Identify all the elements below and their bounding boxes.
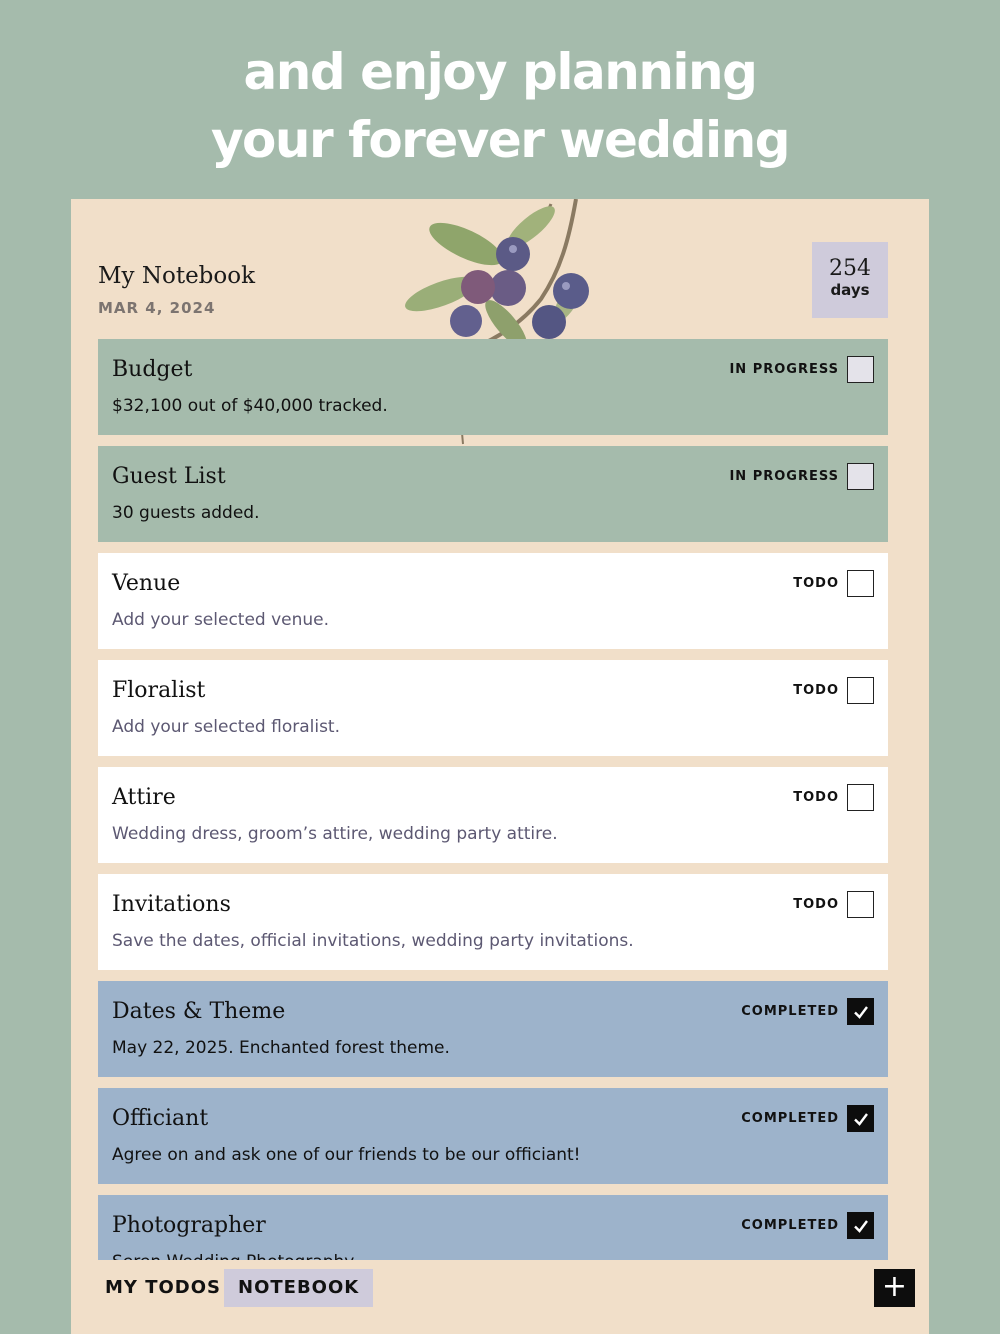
- status-label: TODO: [793, 683, 839, 698]
- card-title: Floralist: [112, 678, 206, 703]
- notebook-title: My Notebook: [98, 263, 256, 289]
- status: [793, 677, 874, 704]
- card-description: Agree on and ask one of our friends to be our officiant!: [112, 1145, 581, 1165]
- status: [741, 998, 874, 1025]
- status-checkbox[interactable]: [847, 356, 874, 383]
- card-title: Dates & Theme: [112, 999, 286, 1024]
- days-countdown: [812, 242, 888, 318]
- card-title: Photographer: [112, 1213, 266, 1238]
- status-checkbox[interactable]: [847, 891, 874, 918]
- status: [793, 891, 874, 918]
- status-label: IN PROGRESS: [729, 362, 839, 377]
- status-checkbox[interactable]: [847, 677, 874, 704]
- card-dates-theme[interactable]: [98, 981, 888, 1077]
- status-checkbox[interactable]: [847, 570, 874, 597]
- status: [741, 1105, 874, 1132]
- card-description: $32,100 out of $40,000 tracked.: [112, 396, 388, 416]
- card-description: Add your selected floralist.: [112, 717, 340, 737]
- card-title: Officiant: [112, 1106, 209, 1131]
- notebook-list: [98, 339, 888, 1302]
- card-description: Add your selected venue.: [112, 610, 330, 630]
- headline-line-2: your forever wedding: [210, 111, 790, 169]
- status-checkbox[interactable]: [847, 1105, 874, 1132]
- checkmark-icon: [852, 1110, 870, 1128]
- marketing-headline: [0, 38, 1000, 174]
- card-guest-list[interactable]: [98, 446, 888, 542]
- tab-my-todos[interactable]: MY TODOS: [105, 1277, 221, 1298]
- card-venue[interactable]: [98, 553, 888, 649]
- app-panel: [71, 199, 929, 1334]
- status: [729, 463, 874, 490]
- checkmark-icon: [852, 1003, 870, 1021]
- card-description: Wedding dress, groom’s attire, wedding party attire.: [112, 824, 558, 844]
- status-label: COMPLETED: [741, 1218, 839, 1233]
- card-title: Venue: [112, 571, 181, 596]
- plus-icon: +: [881, 1269, 908, 1304]
- status-checkbox[interactable]: [847, 463, 874, 490]
- status: [741, 1212, 874, 1239]
- card-title: Attire: [112, 785, 176, 810]
- add-button[interactable]: [874, 1269, 915, 1307]
- card-title: Invitations: [112, 892, 231, 917]
- card-description: 30 guests added.: [112, 503, 260, 523]
- card-description: May 22, 2025. Enchanted forest theme.: [112, 1038, 450, 1058]
- days-label: days: [830, 281, 870, 299]
- card-title: Budget: [112, 357, 193, 382]
- notebook-date: MAR 4, 2024: [98, 299, 216, 317]
- card-title: Guest List: [112, 464, 226, 489]
- status-label: COMPLETED: [741, 1004, 839, 1019]
- status-label: IN PROGRESS: [729, 469, 839, 484]
- tab-notebook[interactable]: NOTEBOOK: [224, 1269, 373, 1307]
- bottom-tab-bar: [71, 1260, 929, 1334]
- status-label: TODO: [793, 576, 839, 591]
- checkmark-icon: [852, 1217, 870, 1235]
- status-label: TODO: [793, 790, 839, 805]
- headline-line-1: and enjoy planning: [243, 43, 757, 101]
- status-checkbox[interactable]: [847, 784, 874, 811]
- card-officiant[interactable]: [98, 1088, 888, 1184]
- card-description: Save the dates, official invitations, wedding party invitations.: [112, 931, 634, 951]
- days-count: 254: [829, 256, 871, 281]
- status-label: COMPLETED: [741, 1111, 839, 1126]
- card-attire[interactable]: [98, 767, 888, 863]
- status-checkbox[interactable]: [847, 998, 874, 1025]
- status: [729, 356, 874, 383]
- card-floralist[interactable]: [98, 660, 888, 756]
- card-invitations[interactable]: [98, 874, 888, 970]
- card-budget[interactable]: [98, 339, 888, 435]
- status: [793, 570, 874, 597]
- status-checkbox[interactable]: [847, 1212, 874, 1239]
- status-label: TODO: [793, 897, 839, 912]
- status: [793, 784, 874, 811]
